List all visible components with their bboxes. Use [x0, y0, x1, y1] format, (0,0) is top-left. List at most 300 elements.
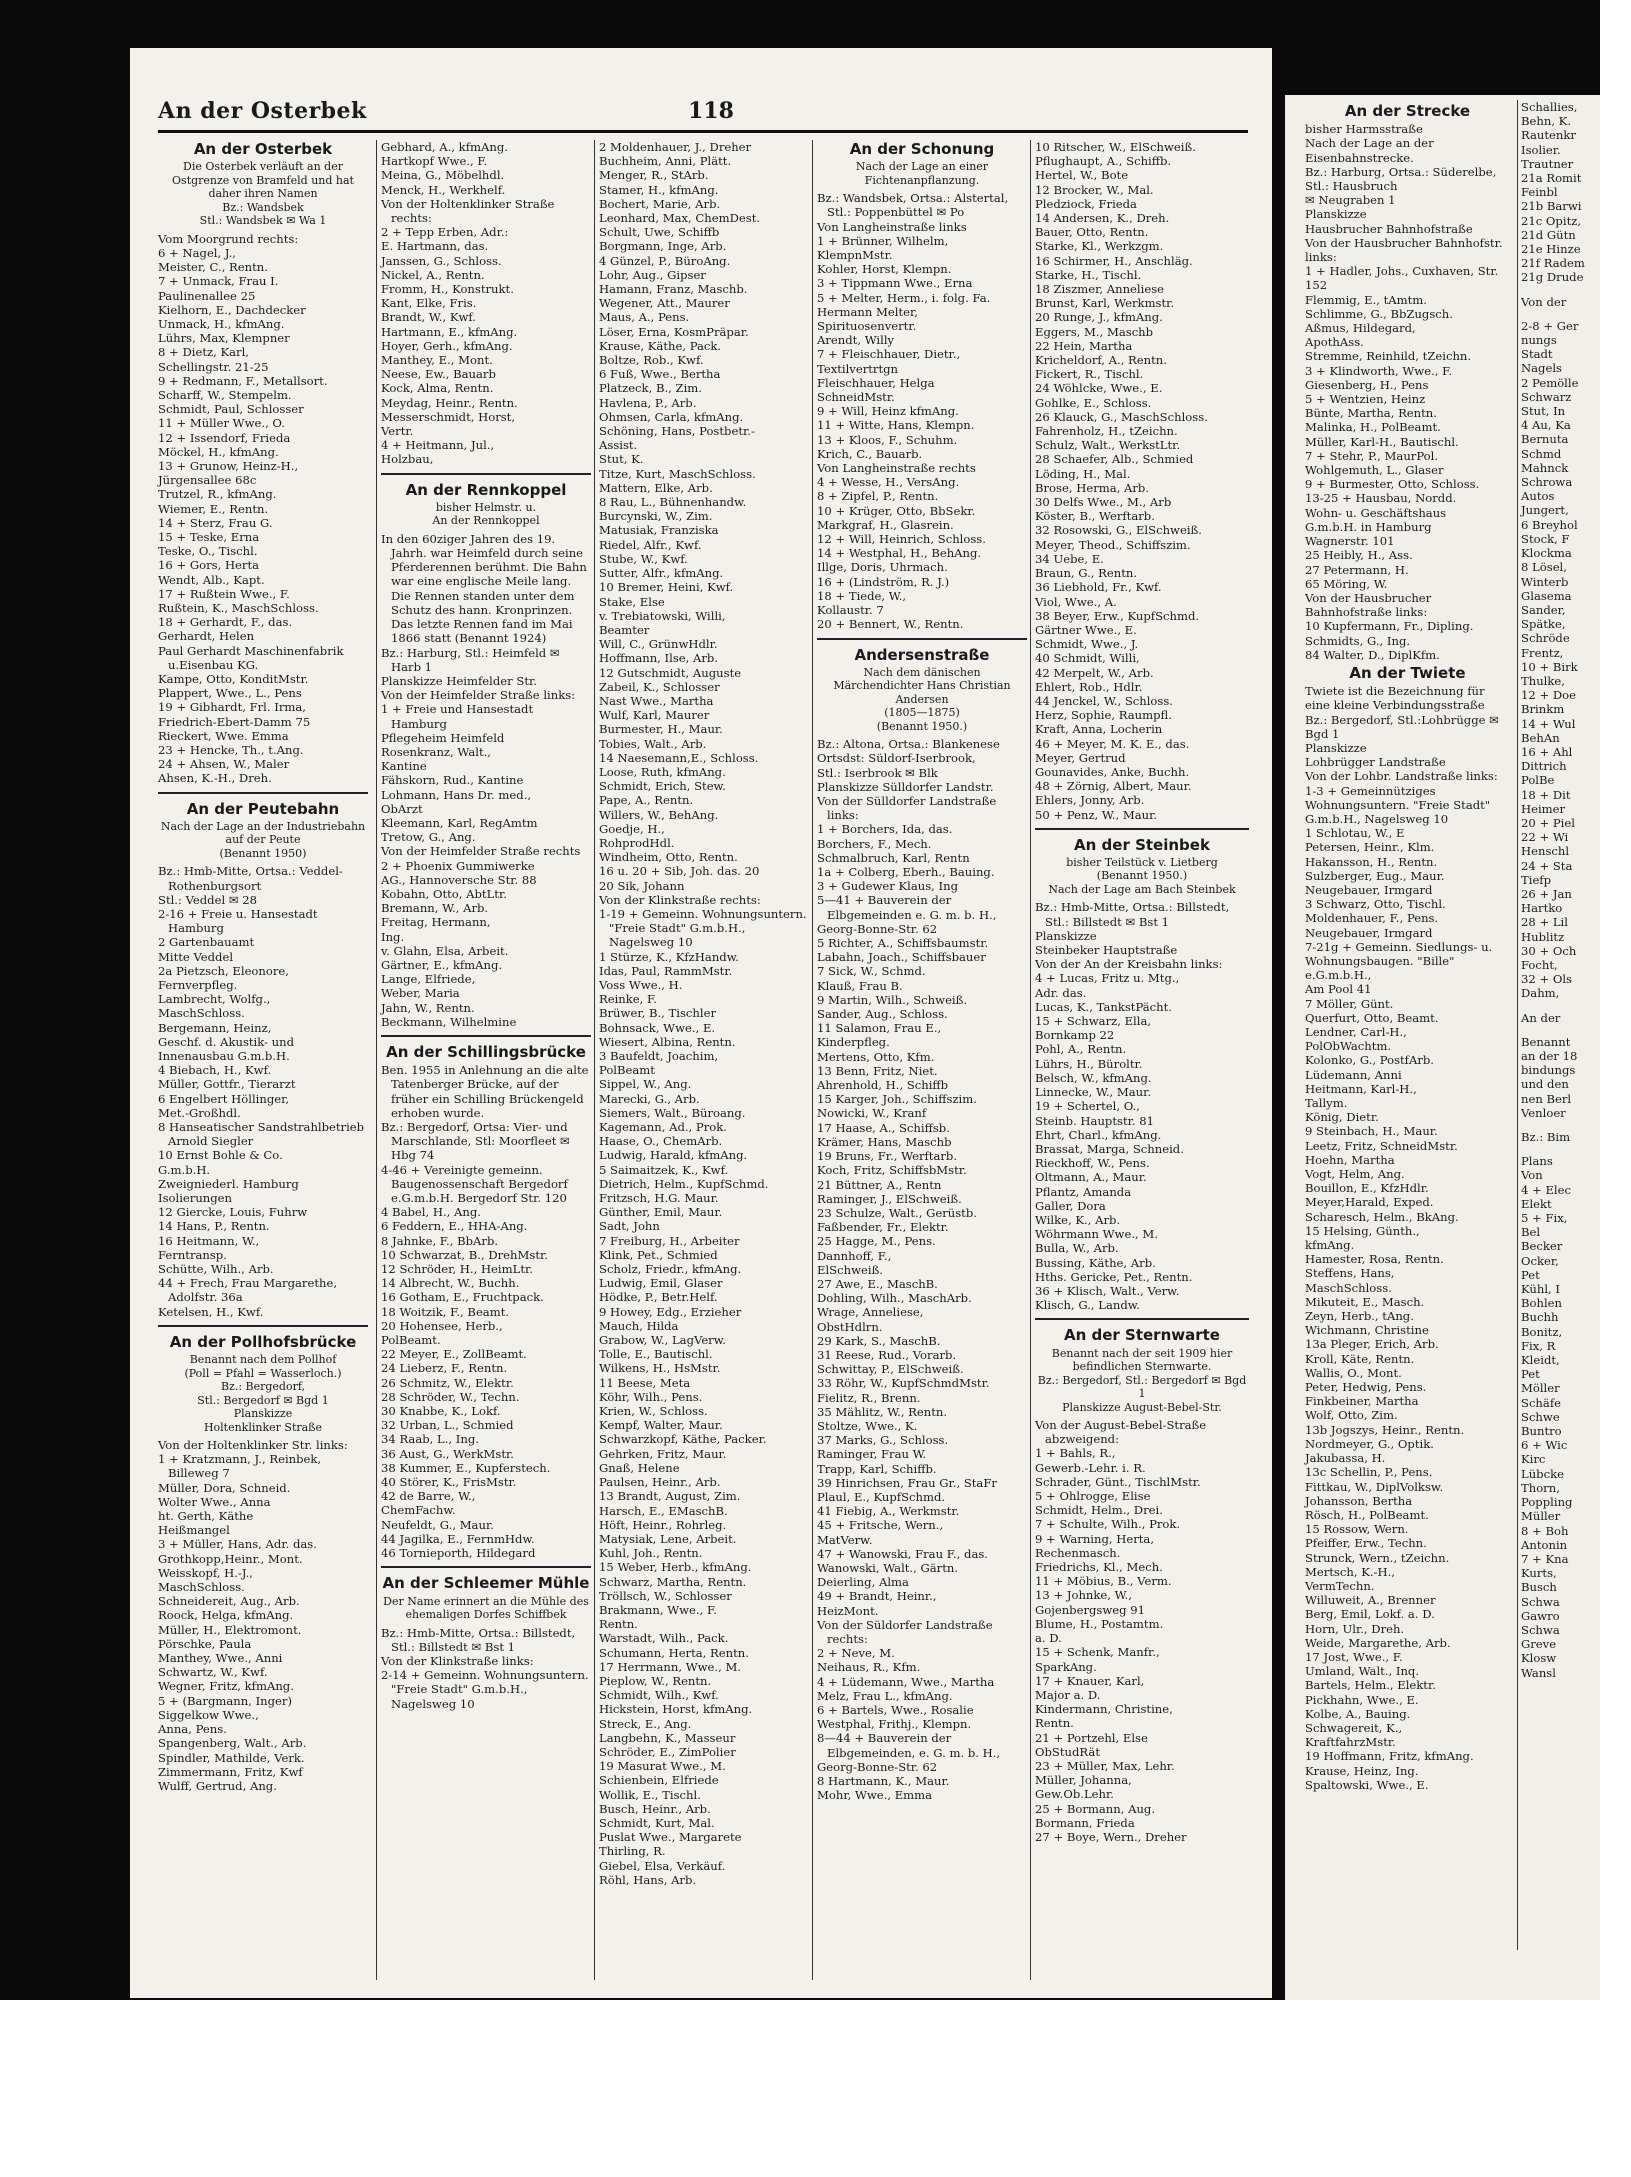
facing-entry: Berg, Emil, Lokf. a. D.	[1305, 1607, 1435, 1622]
resident-entry: Beamter	[599, 622, 650, 637]
facing-column-1	[1305, 100, 1510, 1950]
resident-entry: Gerhardt, Helen	[158, 629, 255, 644]
resident-entry: Haase, O., ChemArb.	[599, 1134, 723, 1149]
resident-entry: Schneidereit, Aug., Arb.	[158, 1594, 300, 1609]
facing-entry: G.m.b.H. in Hamburg	[1305, 519, 1432, 534]
resident-entry: Buchheim, Anni, Plätt.	[599, 154, 732, 169]
resident-entry: 4-46 + Vereinigte gemeinn. Baugenossenschaft Bergedorf e.G.m.b.H. Bergedorf Str. 120	[381, 1162, 572, 1206]
resident-entry: Met.-Großhdl.	[158, 1105, 241, 1120]
resident-entry: Von der Sülldorfer Landstraße links:	[817, 794, 1000, 823]
resident-entry: Gounavides, Anke, Buchh.	[1035, 764, 1190, 779]
resident-entry: Rentn.	[599, 1617, 638, 1632]
resident-entry: 10 + Krüger, Otto, BbSekr.	[817, 503, 976, 518]
facing-entry: 1 Schlotau, W., E	[1305, 826, 1405, 841]
resident-entry: 44 + Frech, Frau Margarethe, Adolfstr. 36a	[158, 1276, 341, 1305]
resident-entry: Klink, Pet., Schmied	[599, 1247, 718, 1262]
resident-entry: Jahn, W., Rentn.	[381, 1000, 475, 1015]
resident-entry: Tretow, G., Ang.	[381, 830, 476, 845]
facing-entry: Stock, F	[1521, 531, 1570, 546]
resident-entry: Janssen, G., Schloss.	[381, 253, 502, 268]
resident-entry: Fahrenholz, H., tZeichn.	[1035, 424, 1178, 439]
resident-entry: Koch, Fritz, SchiffsbMstr.	[817, 1163, 967, 1178]
resident-entry: 8 + Zipfel, P., Rentn.	[817, 489, 939, 504]
facing-entry: Autos	[1521, 489, 1555, 504]
resident-entry: 5 + (Bargmann, Inger)	[158, 1693, 292, 1708]
resident-entry: 3 + Gudewer Klaus, Ing	[817, 879, 959, 894]
facing-entry: Fittkau, W., DiplVolksw.	[1305, 1479, 1444, 1494]
facing-entry: Kolbe, A., Bauing.	[1305, 1706, 1411, 1721]
resident-entry: 18 Woitzik, F., Beamt.	[381, 1304, 510, 1319]
facing-entry: 8 + Boh	[1521, 1523, 1569, 1538]
facing-entry: 4 + Elec	[1521, 1182, 1571, 1197]
facing-entry: Zeyn, Herb., tAng.	[1305, 1309, 1414, 1324]
facing-entry: Stadt	[1521, 347, 1553, 362]
resident-entry: Gew.Ob.Lehr.	[1035, 1787, 1114, 1802]
facing-entry: Mikuteit, E., Masch.	[1305, 1294, 1425, 1309]
facing-entry: 1 + Hadler, Johs., Cuxhaven, Str. 152	[1305, 264, 1499, 293]
resident-entry: Blume, H., Postamtm.	[1035, 1616, 1164, 1631]
resident-entry: Markgraf, H., Glasrein.	[817, 517, 954, 532]
resident-entry: Textilvertrtgn	[817, 361, 899, 376]
resident-entry: Bohnsack, Wwe., E.	[599, 1020, 716, 1035]
resident-entry: Krich, C., Bauarb.	[817, 446, 923, 461]
facing-entry: Pet	[1521, 1367, 1540, 1382]
resident-entry: Belsch, W., kfmAng.	[1035, 1070, 1152, 1085]
resident-entry: Steinbeker Hauptstraße	[1035, 943, 1178, 958]
resident-entry: Brunst, Karl, Werkmstr.	[1035, 296, 1175, 311]
resident-entry: Wilke, K., Arb.	[1035, 1212, 1121, 1227]
resident-entry: 2 + Neve, M.	[817, 1646, 895, 1661]
facing-entry: Sander,	[1521, 602, 1566, 617]
resident-entry: Wiemer, E., Rentn.	[158, 501, 269, 516]
resident-entry: Kantine	[381, 759, 427, 774]
facing-entry: 18 + Dit	[1521, 787, 1571, 802]
facing-entry: Bz.: Bergedorf, Stl.:Lohbrügge ✉ Bgd 1	[1305, 712, 1499, 741]
facing-entry: 19 Hoffmann, Fritz, kfmAng.	[1305, 1749, 1474, 1764]
resident-entry: Von der Klinkstraße rechts:	[599, 892, 761, 907]
resident-entry: Schwarzkopf, Käthe, Packer.	[599, 1432, 767, 1447]
resident-entry: G.m.b.H.	[158, 1162, 211, 1177]
facing-entry: Schallies,	[1521, 100, 1578, 114]
resident-entry: Wegener, Att., Maurer	[599, 296, 730, 311]
resident-entry: Langbehn, K., Masseur	[599, 1730, 736, 1745]
facing-entry	[1521, 1144, 1631, 1154]
resident-entry: Ing.	[381, 929, 405, 944]
resident-entry: Schult, Uwe, Schiffb	[599, 225, 720, 240]
facing-entry: Nach der Lage an der Eisenbahnstrecke.	[1305, 136, 1434, 165]
facing-entry: Trautner	[1521, 156, 1574, 171]
facing-entry	[1521, 309, 1631, 319]
resident-entry: Rieckhoff, W., Pens.	[1035, 1156, 1150, 1171]
facing-entry: Bünte, Martha, Rentn.	[1305, 406, 1437, 421]
resident-entry: Ben. 1955 in Anlehnung an die alte Tatenberger Brücke, auf der früher ein Schilling Brückengeld erhoben wurde.	[381, 1063, 593, 1120]
street-section	[599, 140, 809, 1887]
facing-entry: 30 + Och	[1521, 943, 1577, 958]
resident-entry: 44 Jagilka, E., FernmHdw.	[381, 1531, 535, 1546]
resident-entry: Idas, Paul, RammMstr.	[599, 963, 733, 978]
resident-entry: 21 Büttner, A., Rentn	[817, 1177, 942, 1192]
resident-entry: 30 Delfs Wwe., M., Arb	[1035, 495, 1172, 510]
facing-entry: Willuweit, A., Brenner	[1305, 1593, 1436, 1608]
facing-entry: Poppling	[1521, 1495, 1573, 1510]
resident-entry: 12 Schröder, H., HeimLtr.	[381, 1262, 533, 1277]
facing-entry: 9 Steinbach, H., Maur.	[1305, 1124, 1438, 1139]
resident-entry: Maus, A., Pens.	[599, 310, 690, 325]
resident-entry: Spirituosenvertr.	[817, 319, 917, 334]
resident-entry: Mohr, Wwe., Emma	[817, 1788, 933, 1803]
resident-entry: Bergemann, Heinz,	[158, 1020, 272, 1035]
resident-entry: Bz.: Bergedorf, Ortsa: Vier- und Marschlande, Stl: Moorfleet ✉ Hbg 74	[381, 1120, 574, 1163]
resident-entry: 23 + Müller, Max, Lehr.	[1035, 1758, 1175, 1773]
resident-entry: Hickstein, Horst, kfmAng.	[599, 1702, 753, 1717]
resident-entry: Ehlers, Jonny, Arb.	[1035, 793, 1145, 808]
resident-entry: 19 + Gibhardt, Frl. Irma,	[158, 700, 306, 715]
resident-entry: 6 + Bartels, Wwe., Rosalie	[817, 1703, 974, 1718]
resident-entry: Schütte, Wilh., Arb.	[158, 1262, 274, 1277]
resident-entry: Gojenbergsweg 91	[1035, 1602, 1146, 1617]
resident-entry: Zabeil, K., Schlosser	[599, 679, 720, 694]
resident-entry: Brandt, W., Kwf.	[381, 310, 476, 325]
street-section	[158, 792, 368, 1319]
facing-entry: Stut, In	[1521, 404, 1566, 419]
resident-entry: 41 Fiebig, A., Werkmstr.	[817, 1504, 960, 1519]
resident-entry: 23 Schulze, Walt., Gerüstb.	[817, 1205, 977, 1220]
resident-entry: 10 Schwarzat, B., DrehMstr.	[381, 1247, 548, 1262]
resident-entry: Georg-Bonne-Str. 62	[817, 1759, 938, 1774]
resident-entry: Innenausbau G.m.b.H.	[158, 1048, 290, 1063]
resident-entry: 16 + Gors, Herta	[158, 558, 260, 573]
facing-entry: 84 Walter, D., DiplKfm.	[1305, 647, 1440, 662]
facing-entry: 21a Romit	[1521, 171, 1582, 186]
resident-entry: Schmidt, Erich, Stew.	[599, 779, 726, 794]
facing-entry: Hakansson, H., Rentn.	[1305, 854, 1438, 869]
resident-entry: 26 Schmitz, W., Elektr.	[381, 1375, 514, 1390]
facing-entry: 3 + Klindworth, Wwe., F.	[1305, 363, 1453, 378]
resident-entry: Arendt, Willy	[817, 333, 895, 348]
resident-entry: SparkAng.	[1035, 1659, 1097, 1674]
resident-entry: Riedel, Alfr., Kwf.	[599, 537, 702, 552]
resident-entry: MaschSchloss.	[158, 1580, 245, 1595]
resident-entry: 36 Aust, G., WerkMstr.	[381, 1446, 514, 1461]
facing-entry: Schrowa	[1521, 475, 1573, 490]
resident-entry: Köhr, Wilh., Pens.	[599, 1389, 703, 1404]
facing-entry: 17 Jost, Wwe., F.	[1305, 1649, 1403, 1664]
resident-entry: 24 Lieberz, F., Rentn.	[381, 1361, 508, 1376]
resident-entry: 17 + Rußtein Wwe., F.	[158, 586, 290, 601]
resident-entry: Krien, W., Schloss.	[599, 1404, 708, 1419]
resident-entry: 17 Herrmann, Wwe., M.	[599, 1659, 742, 1674]
resident-entry: Schumann, Herta, Rentn.	[599, 1645, 749, 1660]
facing-entry: Aßmus, Hildegard,	[1305, 321, 1416, 336]
resident-entry: Von der August-Bebel-Straße abzweigend:	[1035, 1418, 1210, 1447]
resident-entry: 11 + Müller Wwe., O.	[158, 416, 285, 431]
resident-entry: 2-14 + Gemeinn. Wohnungsuntern. "Freie Stadt" G.m.b.H., Nagelsweg 10	[381, 1668, 593, 1711]
facing-entry: Wagnerstr. 101	[1305, 534, 1395, 549]
resident-entry: Von Langheinstraße links	[817, 219, 967, 234]
resident-entry: Wrage, Anneliese,	[817, 1305, 924, 1320]
resident-entry: Rußtein, K., MaschSchloss.	[158, 600, 319, 615]
resident-entry: 46 Tornieporth, Hildegard	[381, 1546, 536, 1561]
facing-entry: Schwagereit, K.,	[1305, 1720, 1403, 1735]
resident-entry: ObArzt	[381, 801, 423, 816]
facing-entry: Dahm,	[1521, 986, 1560, 1001]
resident-entry: 44 Jenckel, W., Schloss.	[1035, 693, 1173, 708]
resident-entry: 13 + Johnke, W.,	[1035, 1588, 1132, 1603]
facing-entry: Kleidt,	[1521, 1353, 1560, 1368]
resident-entry: Ludwig, Harald, kfmAng.	[599, 1148, 748, 1163]
street-heading: An der Peutebahn	[186, 799, 340, 818]
resident-entry: Kleemann, Karl, RegAmtm	[381, 815, 538, 830]
street-intro: Die Osterbek verläuft an der Ostgrenze von Bramfeld und hat daher ihren Namen Bz.: Wandsbek Stl.: Wandsbek ✉ Wa 1	[172, 160, 354, 228]
facing-entry: Buchh	[1521, 1310, 1559, 1325]
column-2	[376, 140, 591, 1980]
resident-entry: Wiesert, Albina, Rentn.	[599, 1034, 736, 1049]
facing-entry: Thulke,	[1521, 673, 1565, 688]
street-heading: An der Sternwarte	[1064, 1326, 1220, 1345]
street-heading: An der Schleemer Mühle	[382, 1574, 590, 1593]
resident-entry: Fielitz, R., Brenn.	[817, 1390, 921, 1405]
resident-entry: Planskizze	[1035, 928, 1097, 943]
resident-entry: Plaul, E., KupfSchmd.	[817, 1489, 946, 1504]
resident-entry: Brose, Herma, Arb.	[1035, 480, 1150, 495]
resident-entry: 8 Rau, L., Bühnenhandw.	[599, 495, 747, 510]
resident-entry: Viol, Wwe., A.	[1035, 594, 1117, 609]
resident-entry: 46 + Meyer, M. K. E., das.	[1035, 736, 1190, 751]
resident-entry: Von der Klinkstraße links:	[381, 1653, 534, 1668]
facing-entry: nen Berl	[1521, 1091, 1572, 1106]
resident-entry: Löding, H., Mal.	[1035, 466, 1131, 481]
facing-entry: Umland, Walt., Inq.	[1305, 1664, 1420, 1679]
facing-entry: Feinbl	[1521, 185, 1558, 200]
facing-entry: 13a Pleger, Erich, Arb.	[1305, 1337, 1439, 1352]
resident-entry: Sippel, W., Ang.	[599, 1077, 692, 1092]
resident-entry: HeizMont.	[817, 1603, 879, 1618]
resident-entry: Labahn, Joach., Schiffsbauer	[817, 950, 986, 965]
resident-entry: 39 Hinrichsen, Frau Gr., StaFr	[817, 1475, 997, 1490]
resident-entry: v. Glahn, Elsa, Arbeit.	[381, 943, 509, 958]
resident-entry: 10 Ritscher, W., ElSchweiß.	[1035, 140, 1196, 154]
facing-entry: Focht,	[1521, 957, 1558, 972]
resident-entry: Wulff, Gertrud, Ang.	[158, 1778, 277, 1793]
resident-entry: Hths. Gericke, Pet., Rentn.	[1035, 1269, 1193, 1284]
resident-entry: Dohling, Wilh., MaschArb.	[817, 1291, 972, 1306]
facing-entry: Bz.: Bim	[1521, 1130, 1571, 1145]
resident-entry: 12 Giercke, Louis, Fuhrw	[158, 1205, 308, 1220]
facing-entry: 3 Schwarz, Otto, Tischl.	[1305, 897, 1446, 912]
facing-entry: 12 + Doe	[1521, 688, 1576, 703]
resident-entry: E. Hartmann, das.	[381, 239, 489, 254]
resident-entry: Von der An der Kreisbahn links:	[1035, 957, 1223, 972]
resident-entry: Ketelsen, H., Kwf.	[158, 1304, 264, 1319]
resident-entry: Nickel, A., Rentn.	[381, 267, 485, 282]
resident-entry: 16 u. 20 + Sib, Joh. das. 20	[599, 864, 760, 879]
resident-entry: Hertel, W., Bote	[1035, 168, 1129, 183]
resident-entry: 9 + Warning, Herta,	[1035, 1531, 1155, 1546]
facing-entry: Von	[1521, 1168, 1543, 1183]
resident-entry: 4 + Lüdemann, Wwe., Martha	[817, 1674, 995, 1689]
facing-entry	[1521, 285, 1631, 295]
resident-entry: Müller, H., Elektromont.	[158, 1622, 302, 1637]
resident-entry: Ludwig, Emil, Glaser	[599, 1276, 723, 1291]
street-intro: bisher Teilstück v. Lietberg (Benannt 1950.) Nach der Lage am Bach Steinbek	[1048, 855, 1236, 896]
resident-entry: Trapp, Karl, Schiffb.	[817, 1461, 937, 1476]
resident-entry: Warstadt, Wilh., Pack.	[599, 1631, 729, 1646]
street-heading: An der Osterbek	[193, 140, 333, 158]
facing-entry: Nagels	[1521, 361, 1562, 376]
resident-entry: Bz.: Hmb-Mitte, Ortsa.: Billstedt, Stl.: Billstedt ✉ Bst 1	[1035, 900, 1233, 929]
facing-entry: 13-25 + Hausbau, Nordd.	[1305, 491, 1457, 506]
facing-entry: Schmd	[1521, 446, 1562, 461]
resident-entry: 36 Liebhold, Fr., Kwf.	[1035, 580, 1162, 595]
resident-entry: Schmalbruch, Karl, Rentn	[817, 850, 970, 865]
resident-entry: Bochert, Marie, Arb.	[599, 196, 721, 211]
resident-entry: 8 Jahnke, F., BbArb.	[381, 1233, 499, 1248]
resident-entry: Schellingstr. 21-25	[158, 359, 269, 374]
resident-entry: 14 Hans, P., Rentn.	[158, 1219, 270, 1234]
resident-entry: ObStudRät	[1035, 1744, 1100, 1759]
resident-entry: Gärtner, E., kfmAng.	[381, 957, 503, 972]
resident-entry: Meydag, Heinr., Rentn.	[381, 395, 518, 410]
resident-entry: 38 Beyer, Erw., KupfSchmd.	[1035, 608, 1200, 623]
resident-entry: 2a Pietzsch, Eleonore,	[158, 963, 289, 978]
facing-entry: Twiete ist die Bezeichnung für eine kleine Verbindungsstraße	[1305, 684, 1485, 713]
facing-entry: 65 Möring, W.	[1305, 576, 1388, 591]
resident-entry: Plappert, Wwe., L., Pens	[158, 686, 302, 701]
resident-entry: 21 + Portzehl, Else	[1035, 1730, 1148, 1745]
resident-entry: Hermann Melter,	[817, 304, 918, 319]
resident-entry: Vom Moorgrund rechts:	[158, 231, 299, 246]
resident-entry: Roock, Helga, kfmAng.	[158, 1608, 294, 1623]
resident-entry: 28 Schröder, W., Techn.	[381, 1389, 520, 1404]
facing-entry: 32 + Ols	[1521, 972, 1573, 987]
resident-entry: Müller, Johanna,	[1035, 1773, 1132, 1788]
facing-entry: An der Strecke	[1344, 102, 1471, 120]
resident-entry: 32 Rosowski, G., ElSchweiß.	[1035, 523, 1202, 538]
facing-entry: 28 + Lil	[1521, 915, 1568, 930]
resident-entry: 20 Hohensee, Herb.,	[381, 1318, 503, 1333]
facing-entry: Lohbrügger Landstraße	[1305, 755, 1446, 770]
resident-entry: Stake, Else	[599, 594, 665, 609]
facing-column-2	[1517, 100, 1631, 1950]
resident-entry: Von der Heimfelder Straße rechts	[381, 844, 581, 859]
resident-entry: Von Langheinstraße rechts	[817, 461, 976, 476]
street-intro: Nach dem dänischen Märchendichter Hans Christian Andersen (1805—1875) (Benannt 1950.)	[833, 665, 1011, 733]
resident-entry: 2 + Phoenix Gummiwerke	[381, 858, 535, 873]
resident-entry: 13 Benn, Fritz, Niet.	[817, 1063, 938, 1078]
facing-entry: Elekt	[1521, 1196, 1552, 1211]
facing-entry: Schwarz	[1521, 389, 1572, 404]
resident-entry: Schmidt, Wilh., Kwf.	[599, 1688, 719, 1703]
resident-entry: Stamer, H., kfmAng.	[599, 182, 719, 197]
facing-entry: Rösch, H., PolBeamt.	[1305, 1507, 1429, 1522]
facing-entry	[1521, 1025, 1631, 1035]
resident-entry: 17 Haase, A., Schiffsb.	[817, 1120, 950, 1135]
resident-entry: Hartmann, E., kfmAng.	[381, 324, 518, 339]
resident-entry: 1-19 + Gemeinn. Wohnungsuntern. "Freie Stadt" G.m.b.H., Nagelsweg 10	[599, 906, 811, 950]
blank-margin	[0, 2000, 1600, 2177]
resident-entry: Kinderpfleg.	[817, 1035, 890, 1050]
facing-entry: an der 18	[1521, 1049, 1578, 1063]
facing-entry: Greve	[1521, 1637, 1557, 1652]
resident-entry: 2-16 + Freie u. Hansestadt Hamburg	[158, 906, 322, 936]
resident-entry: RohprodHdl.	[599, 835, 675, 850]
facing-entry: 21c Opitz,	[1521, 213, 1582, 228]
facing-entry: Bohlen	[1521, 1296, 1563, 1311]
resident-entry: Köster, B., Werftarb.	[1035, 509, 1155, 524]
resident-entry: Meyer, Theod., Schiffszim.	[1035, 537, 1191, 552]
resident-entry: Raminger, Frau W.	[817, 1447, 927, 1462]
resident-entry: Höft, Heinr., Rohrleg.	[599, 1517, 727, 1532]
facing-entry: Kurts,	[1521, 1566, 1557, 1581]
facing-entry: 25 Heibly, H., Ass.	[1305, 548, 1413, 563]
facing-entry: 27 Petermann, H.	[1305, 562, 1409, 577]
resident-entry: Anna, Pens.	[158, 1722, 227, 1737]
resident-entry: Oltmann, A., Maur.	[1035, 1170, 1147, 1185]
resident-entry: Fromm, H., Konstrukt.	[381, 282, 514, 297]
street-heading: Andersenstraße	[854, 645, 990, 664]
resident-entry: Raminger, J., ElSchweiß.	[817, 1191, 962, 1206]
resident-entry: Major a. D.	[1035, 1687, 1101, 1702]
resident-entry: Pflegeheim Heimfeld	[381, 730, 505, 745]
resident-entry: Tobies, Walt., Arb.	[599, 736, 707, 751]
running-head: An der Osterbek	[158, 98, 367, 124]
resident-entry: Kock, Alma, Rentn.	[381, 381, 494, 396]
facing-entry: 21g Drude	[1521, 270, 1584, 285]
resident-entry: 5—41 + Bauverein der Elbgemeinden e. G. m. b. H.,	[817, 893, 997, 922]
facing-entry: An der Twiete	[1349, 663, 1466, 682]
facing-entry: 6 + Wic	[1521, 1438, 1568, 1453]
facing-entry: Bouillon, E., KfzHdlr.	[1305, 1181, 1429, 1196]
resident-entry: 9 + Will, Heinz kfmAng.	[817, 404, 959, 419]
resident-entry: 35 Mählitz, W., Rentn.	[817, 1404, 948, 1419]
facing-entry: Wolf, Otto, Zim.	[1305, 1408, 1398, 1423]
facing-entry: Hoehn, Martha	[1305, 1152, 1395, 1167]
facing-entry: 2-8 + Ger	[1521, 318, 1579, 333]
resident-entry: Willers, W., BehAng.	[599, 807, 719, 822]
resident-entry: 6 Feddern, E., HHA-Ang.	[381, 1219, 528, 1234]
resident-entry: Herz, Sophie, Raumpfl.	[1035, 708, 1172, 723]
resident-entry: 16 Gotham, E., Fruchtpack.	[381, 1290, 544, 1305]
resident-entry: Hartkopf Wwe., F.	[381, 154, 488, 169]
facing-entry: Giesenberg, H., Pens	[1305, 377, 1429, 392]
facing-entry: Müller, Karl-H., Bautischl.	[1305, 434, 1459, 449]
resident-entry: Faßbender, Fr., Elektr.	[817, 1220, 949, 1235]
resident-entry: Manthey, E., Mont.	[381, 353, 493, 368]
resident-entry: Borgmann, Inge, Arb.	[599, 239, 727, 254]
facing-entry: Buntro	[1521, 1424, 1562, 1439]
resident-entry: 22 Hein, Martha	[1035, 338, 1133, 353]
street-intro: Nach der Lage an einer Fichtenanpflanzung.	[855, 160, 989, 187]
resident-entry: Streck, E., Ang.	[599, 1716, 692, 1731]
street-section	[1035, 140, 1249, 822]
resident-entry: Weisskopf, H.-J.,	[158, 1565, 253, 1580]
resident-entry: Rentn.	[1035, 1716, 1074, 1731]
resident-entry: Voss Wwe., H.	[599, 977, 683, 992]
resident-entry: 48 + Zörnig, Albert, Maur.	[1035, 779, 1192, 794]
facing-entry: VermTechn.	[1305, 1578, 1375, 1593]
facing-entry: Wichmann, Christine	[1305, 1323, 1429, 1338]
resident-entry: Bz.: Hmb-Mitte, Ortsa.: Veddel-Rothenburgsort	[158, 864, 343, 893]
resident-entry: KlempnMstr.	[817, 248, 893, 263]
facing-entry: Heimer	[1521, 801, 1566, 816]
facing-entry: 22 + Wi	[1521, 830, 1569, 845]
resident-entry: 9 + Redmann, F., Metallsort.	[158, 373, 328, 388]
facing-entry: Malinka, H., PolBeamt.	[1305, 420, 1441, 435]
resident-entry: ElSchweiß.	[817, 1262, 883, 1277]
resident-entry: Wulf, Karl, Maurer	[599, 708, 710, 723]
resident-entry: Pörschke, Paula	[158, 1636, 252, 1651]
resident-entry: 47 + Wanowski, Frau F., das.	[817, 1546, 988, 1561]
